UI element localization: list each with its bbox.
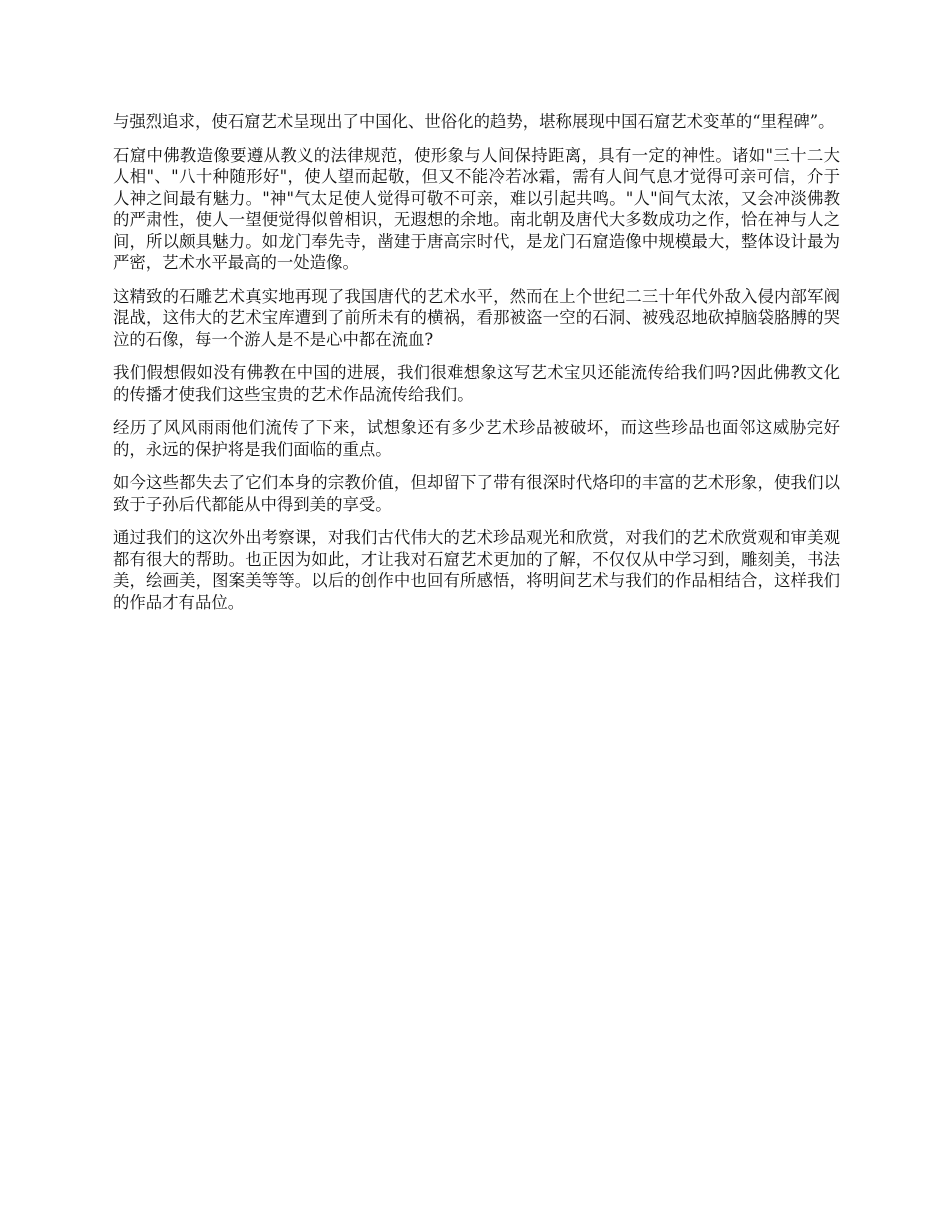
document-body — [113, 111, 840, 625]
paragraph-3: 这精致的石雕艺术真实地再现了我国唐代的艺术水平，然而在上个世纪二三十年代外敌入侵内部军阀混战，这伟大的艺术宝库遭到了前所未有的横祸，看那被盗一空的石洞、被残忍地砍掉脑袋胳膊的哭泣的石像，每一个游人是不是心中都在流血? — [113, 286, 840, 349]
paragraph-5: 经历了风风雨雨他们流传了下来，试想象还有多少艺术珍品被破坏，而这些珍品也面邻这威胁完好的，永远的保护将是我们面临的重点。 — [113, 418, 840, 459]
paragraph-1: 与强烈追求，使石窟艺术呈现出了中国化、世俗化的趋势，堪称展现中国石窟艺术变革的“里程碑”。 — [113, 112, 835, 131]
paragraph-4: 我们假想假如没有佛教在中国的进展，我们很难想象这写艺术宝贝还能流传给我们吗?因此佛教文化的传播才使我们这些宝贵的艺术作品流传给我们。 — [113, 363, 840, 404]
paragraph-6: 如今这些都失去了它们本身的宗教价值，但却留下了带有很深时代烙印的丰富的艺术形象，使我们以致于子孙后代都能从中得到美的享受。 — [113, 473, 840, 514]
paragraph-2: 石窟中佛教造像要遵从教义的法律规范，使形象与人间保持距离，具有一定的神性。诸如"三十二大人相"、"八十种随形好"，使人望而起敬，但又不能冷若冰霜，需有人间气息才觉得可亲可信，介于人神之间最有魅力。"神"气太足使人觉得可敬不可亲，难以引起共鸣。"人"间气太浓，又会冲淡佛教的严肃性，使人一望便觉得似曾相识，无遐想的余地。南北朝及唐代大多数成功之作，恰在神与人之间，所以颇具魅力。如龙门奉先寺，凿建于唐高宗时代，是龙门石窟造像中规模最大，整体设计最为严密，艺术水平最高的一处造像。 — [113, 145, 840, 272]
paragraph-7: 通过我们的这次外出考察课，对我们古代伟大的艺术珍品观光和欣赏，对我们的艺术欣赏观和审美观都有很大的帮助。也正因为如此，才让我对石窟艺术更加的了解，不仅仅从中学习到，雕刻美，书法美，绘画美，图案美等等。以后的创作中也回有所感悟，将明间艺术与我们的作品相结合，这样我们的作品才有品位。 — [113, 528, 840, 612]
